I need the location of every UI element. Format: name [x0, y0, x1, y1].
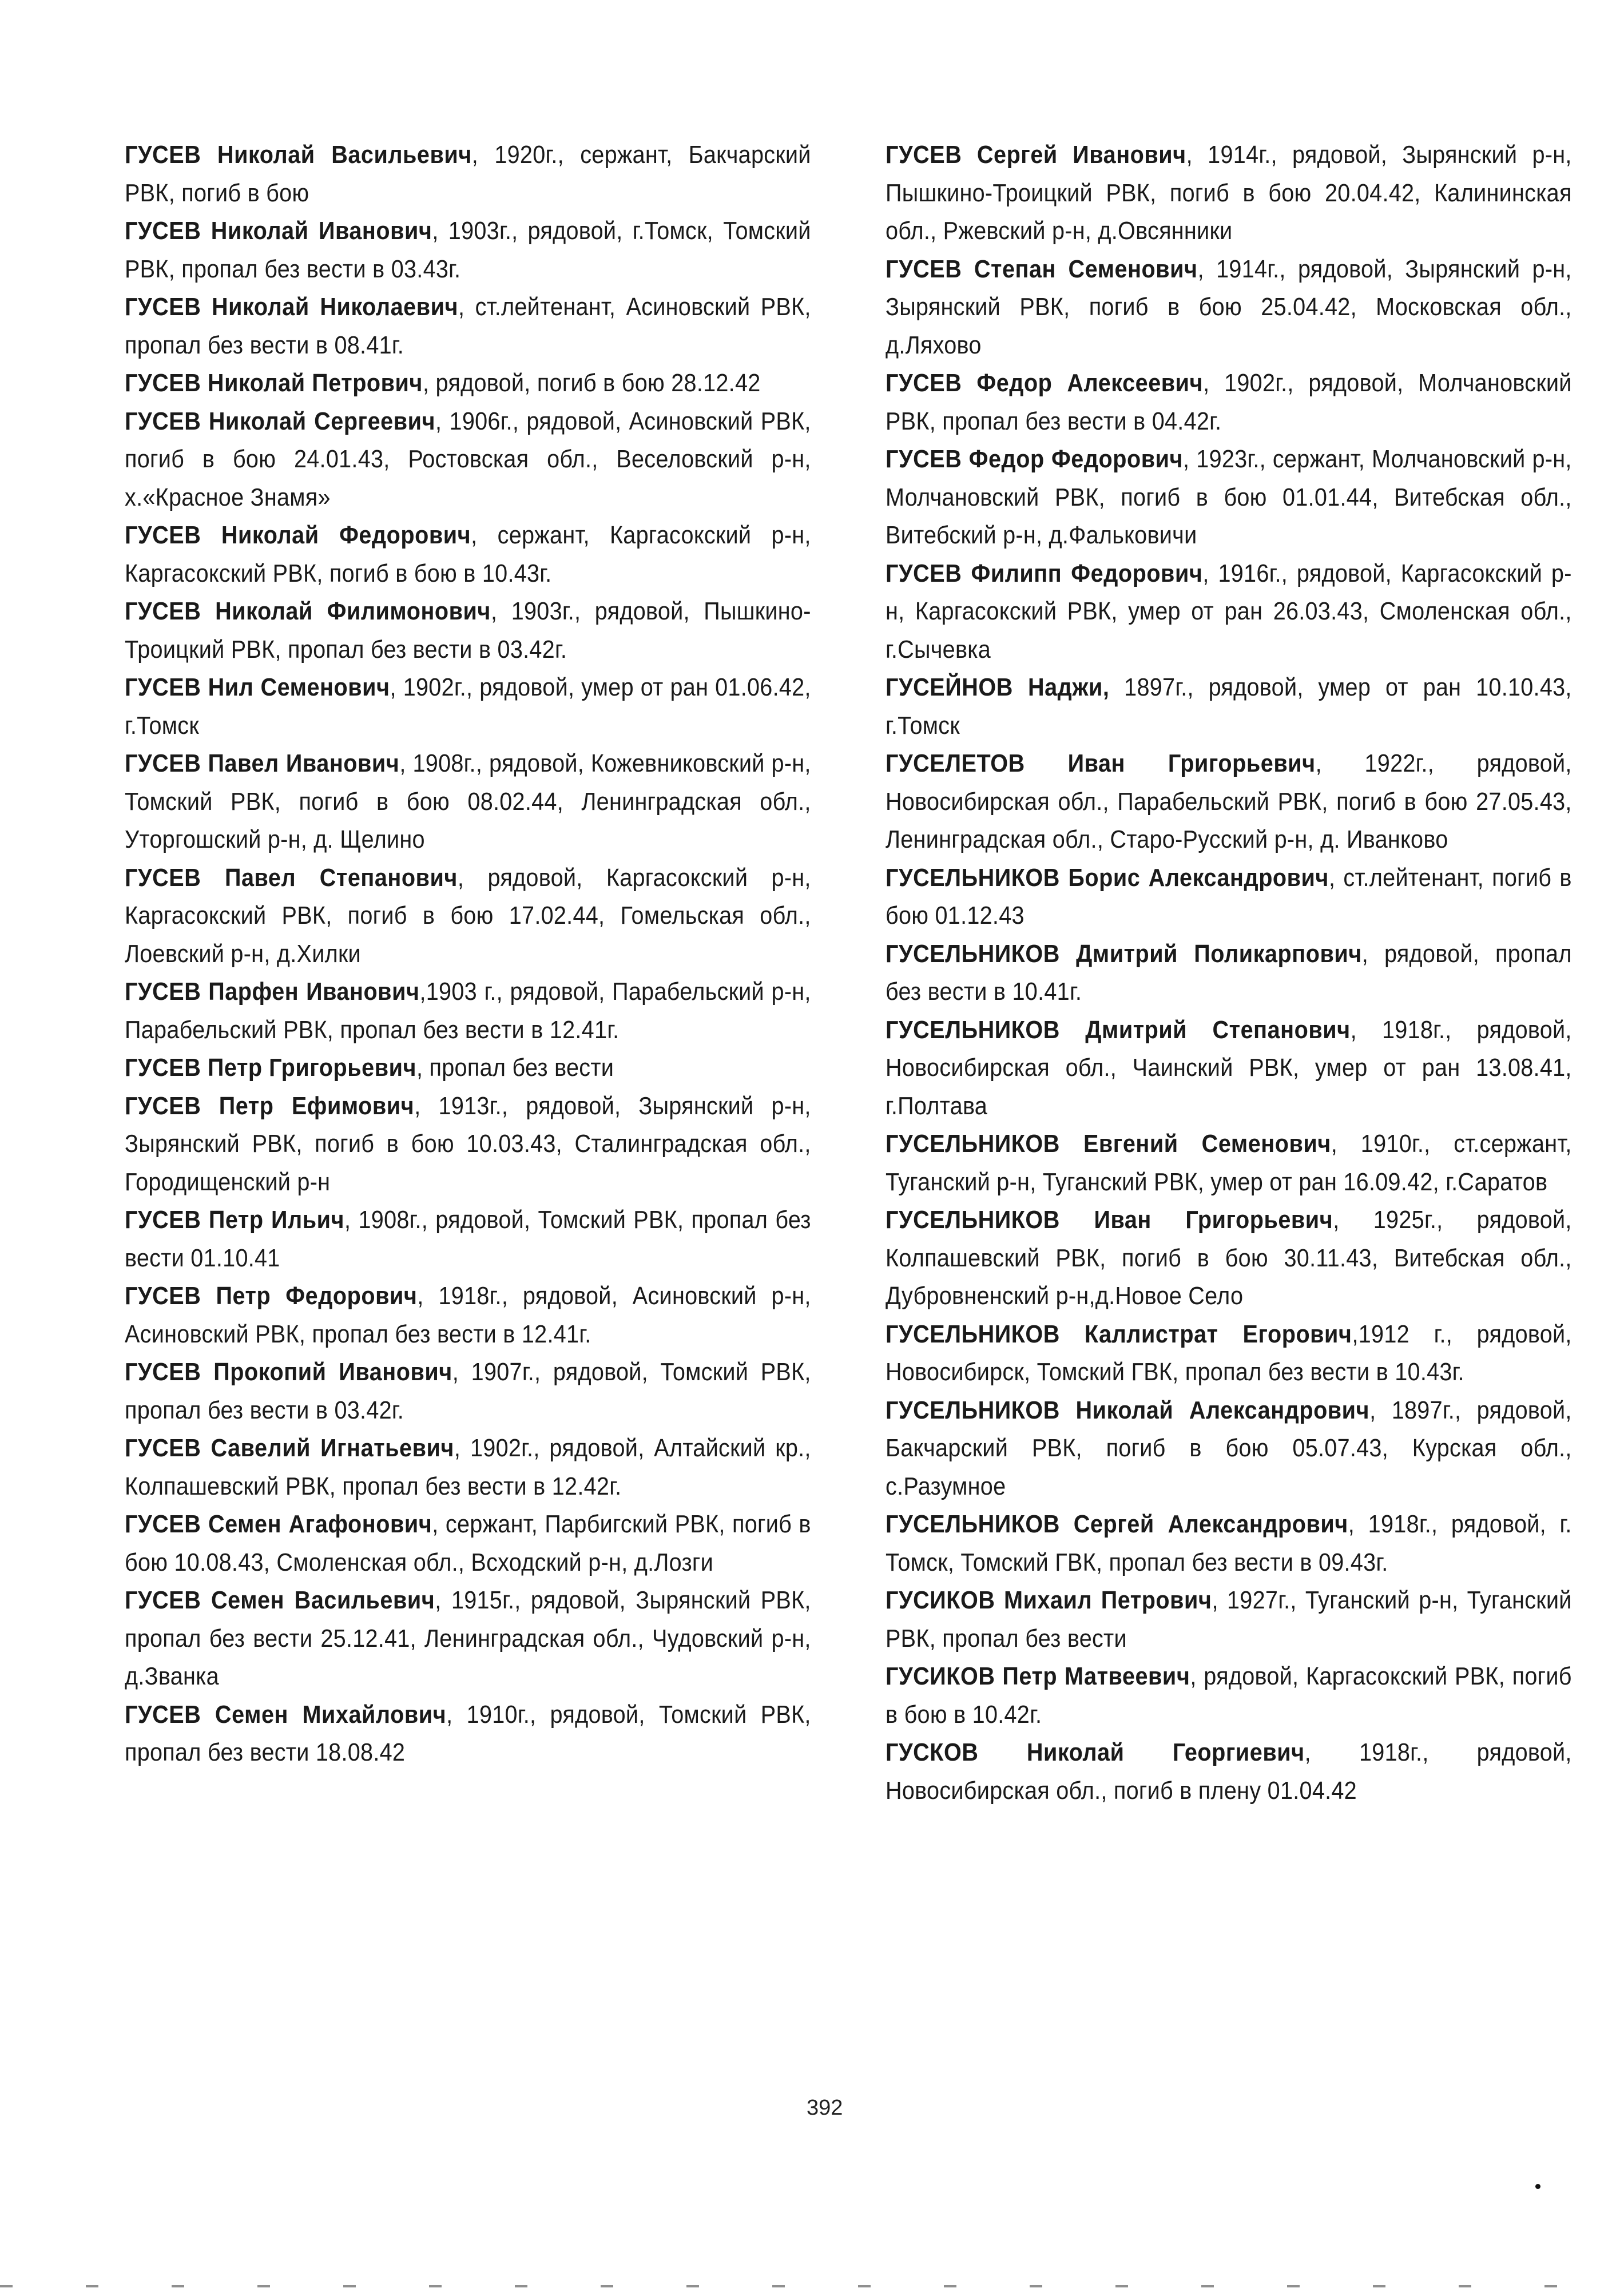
record-details: , 1908г., рядовой, Кожевниковский р-н, Томский РВК, погиб в бою 08.02.44, Ленинградская обл., Уторгошский р-н, д. Щелино — [125, 749, 811, 853]
record-entry — [886, 1392, 1572, 1506]
record-details: , рядовой, Каргасокский р-н, Каргасокский РВК, погиб в бою 17.02.44, Гомельская обл., Лоевский р-н, д.Хилки — [125, 863, 811, 968]
right-column — [886, 136, 1572, 1810]
record-entry — [886, 1316, 1572, 1392]
record-name: ГУСЕВ Сергей Иванович — [886, 141, 1186, 169]
record-details: , 1913г., рядовой, Зырянский р-н, Зырянский РВК, погиб в бою 10.03.43, Сталинградская обл., Городищенский р-н — [125, 1091, 811, 1196]
scan-speck — [1535, 2184, 1540, 2189]
record-name: ГУСЕВ Петр Григорьевич — [125, 1054, 417, 1082]
record-entry — [125, 1696, 811, 1772]
record-name: ГУСЕВ Филипп Федорович — [886, 559, 1203, 587]
record-name: ГУСЕЛЕТОВ Иван Григорьевич — [886, 749, 1316, 777]
record-entry — [886, 1125, 1572, 1201]
record-entry — [886, 859, 1572, 935]
record-entry — [125, 212, 811, 288]
record-name: ГУСЕВ Николай Сергеевич — [125, 407, 436, 435]
record-details: , 1910г., ст.сержант, Туганский р-н, Туганский РВК, умер от ран 16.09.42, г.Саратов — [886, 1130, 1572, 1196]
record-entry — [125, 669, 811, 745]
record-entry — [125, 1201, 811, 1277]
record-name: ГУСКОВ Николай Георгиевич — [886, 1738, 1305, 1766]
record-name: ГУСИКОВ Михаил Петрович — [886, 1586, 1212, 1614]
record-name: ГУСЕВ Федор Алексеевич — [886, 369, 1204, 397]
record-details: , 1915г., рядовой, Зырянский РВК, пропал без вести 25.12.41, Ленинградская обл., Чудовский р-н, д.Званка — [125, 1586, 811, 1690]
record-entry — [886, 745, 1572, 859]
record-entry — [125, 1429, 811, 1506]
record-name: ГУСЕВ Николай Федорович — [125, 521, 471, 549]
record-name: ГУСЕВ Николай Иванович — [125, 217, 432, 245]
page-number: 392 — [807, 2096, 843, 2120]
record-entry — [125, 745, 811, 859]
record-details: , ст.лейтенант, Асиновский РВК, пропал без вести в 08.41г. — [125, 293, 811, 359]
record-entry — [886, 1011, 1572, 1126]
record-name: ГУСЕВ Николай Васильевич — [125, 141, 472, 169]
record-details: , 1902г., рядовой, Алтайский кр., Колпашевский РВК, пропал без вести в 12.42г. — [125, 1434, 811, 1500]
record-entry — [125, 288, 811, 364]
record-entry — [125, 1277, 811, 1353]
record-details: , 1902г., рядовой, Молчановский РВК, пропал без вести в 04.42г. — [886, 369, 1572, 435]
record-name: ГУСЕЛЬНИКОВ Дмитрий Поликарпович — [886, 939, 1362, 968]
scan-bottom-edge — [0, 2285, 1624, 2287]
record-name: ГУСЕВ Парфен Иванович — [125, 978, 420, 1006]
record-entry — [125, 593, 811, 669]
record-name: ГУСЕЙНОВ Наджи, — [886, 673, 1110, 701]
record-entry — [886, 1506, 1572, 1582]
record-details: , 1918г., рядовой, г. Томск, Томский ГВК, пропал без вести в 09.43г. — [886, 1510, 1572, 1576]
record-name: ГУСЕВ Федор Федорович — [886, 445, 1184, 473]
record-name: ГУСЕЛЬНИКОВ Каллистрат Егорович — [886, 1320, 1352, 1348]
record-entry — [125, 973, 811, 1049]
record-details: , сержант, Парбигский РВК, погиб в бою 10.08.43, Смоленская обл., Всходский р-н, д.Лозги — [125, 1510, 811, 1576]
record-entry — [886, 1582, 1572, 1658]
record-details: , 1908г., рядовой, Томский РВК, пропал без вести 01.10.41 — [125, 1206, 811, 1272]
record-entry — [125, 517, 811, 593]
record-name: ГУСЕВ Павел Степанович — [125, 863, 458, 892]
record-name: ГУСЕВ Семен Васильевич — [125, 1586, 435, 1614]
record-details: , 1923г., сержант, Молчановский р-н, Молчановский РВК, погиб в бою 01.01.44, Витебская обл., Витебский р-н, д.Фальковичи — [886, 445, 1572, 549]
record-name: ГУСЕВ Нил Семенович — [125, 673, 390, 701]
record-details: , 1920г., сержант, Бакчарский РВК, погиб в бою — [125, 141, 811, 207]
record-entry — [125, 1353, 811, 1429]
record-name: ГУСЕВ Николай Николаевич — [125, 293, 459, 321]
record-details: , 1916г., рядовой, Каргасокский р-н, Каргасокский РВК, умер от ран 26.03.43, Смоленская обл., г.Сычевка — [886, 559, 1572, 664]
record-name: ГУСЕВ Семен Михайлович — [125, 1700, 447, 1729]
record-entry — [886, 669, 1572, 745]
record-details: , пропал без вести — [416, 1054, 614, 1082]
record-details: , 1903г., рядовой, г.Томск, Томский РВК, пропал без вести в 03.43г. — [125, 217, 811, 283]
record-details: , 1914г., рядовой, Зырянский р-н, Зырянский РВК, погиб в бою 25.04.42, Московская обл., д.Ляхово — [886, 255, 1572, 359]
record-entry — [886, 555, 1572, 669]
record-details: , 1914г., рядовой, Зырянский р-н, Пышкино-Троицкий РВК, погиб в бою 20.04.42, Калининская обл., Ржевский р-н, д.Овсянники — [886, 141, 1572, 245]
record-details: , 1910г., рядовой, Томский РВК, пропал без вести 18.08.42 — [125, 1700, 811, 1766]
record-details: , 1925г., рядовой, Колпашевский РВК, погиб в бою 30.11.43, Витебская обл., Дубровненский р-н,д.Новое Село — [886, 1206, 1572, 1310]
record-entry — [125, 859, 811, 974]
record-entry — [886, 364, 1572, 440]
record-entry — [886, 935, 1572, 1011]
record-details: , 1906г., рядовой, Асиновский РВК, погиб в бою 24.01.43, Ростовская обл., Веселовский р-н, х.«Красное Знамя» — [125, 407, 811, 511]
record-entry — [125, 1582, 811, 1696]
record-entry — [886, 251, 1572, 365]
record-details: ,1912 г., рядовой, Новосибирск, Томский ГВК, пропал без вести в 10.43г. — [886, 1320, 1572, 1386]
record-details: ,1903 г., рядовой, Парабельский р-н, Парабельский РВК, пропал без вести в 12.41г. — [125, 978, 811, 1044]
record-entry — [886, 1201, 1572, 1316]
record-name: ГУСЕВ Степан Семенович — [886, 255, 1198, 283]
record-entry — [125, 403, 811, 517]
record-name: ГУСЕВ Николай Филимонович — [125, 597, 491, 625]
record-name: ГУСИКОВ Петр Матвеевич — [886, 1662, 1190, 1690]
record-details: , 1918г., рядовой, Асиновский р-н, Асиновский РВК, пропал без вести в 12.41г. — [125, 1282, 811, 1348]
record-details: , 1902г., рядовой, умер от ран 01.06.42, г.Томск — [125, 673, 811, 740]
record-details: , ст.лейтенант, погиб в бою 01.12.43 — [886, 863, 1572, 929]
record-name: ГУСЕЛЬНИКОВ Борис Александрович — [886, 863, 1329, 892]
record-name: ГУСЕВ Семен Агафонович — [125, 1510, 432, 1538]
record-details: , рядовой, Каргасокский РВК, погиб в бою в 10.42г. — [886, 1662, 1572, 1729]
record-name: ГУСЕЛЬНИКОВ Дмитрий Степанович — [886, 1015, 1351, 1044]
record-name: ГУСЕЛЬНИКОВ Евгений Семенович — [886, 1130, 1331, 1158]
record-details: , рядовой, пропал без вести в 10.41г. — [886, 939, 1572, 1006]
record-name: ГУСЕВ Прокопий Иванович — [125, 1358, 452, 1386]
record-entry — [886, 1658, 1572, 1734]
left-column — [125, 136, 811, 1772]
record-name: ГУСЕВ Николай Петрович — [125, 369, 423, 397]
record-entry — [125, 364, 811, 403]
record-details: , сержант, Каргасокский р-н, Каргасокский РВК, погиб в бою в 10.43г. — [125, 521, 811, 587]
record-details: , 1927г., Туганский р-н, Туганский РВК, пропал без вести — [886, 1586, 1572, 1653]
record-details: , 1918г., рядовой, Новосибирская обл., погиб в плену 01.04.42 — [886, 1738, 1572, 1805]
record-name: ГУСЕЛЬНИКОВ Сергей Александрович — [886, 1510, 1348, 1538]
record-details: 1897г., рядовой, умер от ран 10.10.43, г.Томск — [886, 673, 1572, 740]
record-entry — [125, 1049, 811, 1087]
record-entry — [125, 1087, 811, 1202]
record-name: ГУСЕВ Петр Ефимович — [125, 1091, 415, 1120]
record-entry — [125, 1506, 811, 1582]
record-name: ГУСЕЛЬНИКОВ Николай Александрович — [886, 1396, 1370, 1424]
record-entry — [886, 440, 1572, 555]
record-details: , 1903г., рядовой, Пышкино-Троицкий РВК, пропал без вести в 03.42г. — [125, 597, 811, 664]
record-details: , 1897г., рядовой, Бакчарский РВК, погиб в бою 05.07.43, Курская обл., с.Разумное — [886, 1396, 1572, 1500]
record-name: ГУСЕВ Павел Иванович — [125, 749, 400, 777]
record-name: ГУСЕВ Петр Ильич — [125, 1206, 345, 1234]
record-name: ГУСЕЛЬНИКОВ Иван Григорьевич — [886, 1206, 1333, 1234]
record-entry — [886, 1734, 1572, 1810]
record-details: , 1922г., рядовой, Новосибирская обл., Парабельский РВК, погиб в бою 27.05.43, Ленинградская обл., Старо-Русский р-н, д. Иванково — [886, 749, 1572, 853]
record-details: , 1918г., рядовой, Новосибирская обл., Чаинский РВК, умер от ран 13.08.41, г.Полтава — [886, 1015, 1572, 1120]
record-name: ГУСЕВ Петр Федорович — [125, 1282, 418, 1310]
record-entry — [125, 136, 811, 212]
record-name: ГУСЕВ Савелий Игнатьевич — [125, 1434, 454, 1462]
record-details: , рядовой, погиб в бою 28.12.42 — [422, 369, 761, 397]
record-entry — [886, 136, 1572, 251]
record-details: , 1907г., рядовой, Томский РВК, пропал без вести в 03.42г. — [125, 1358, 811, 1424]
